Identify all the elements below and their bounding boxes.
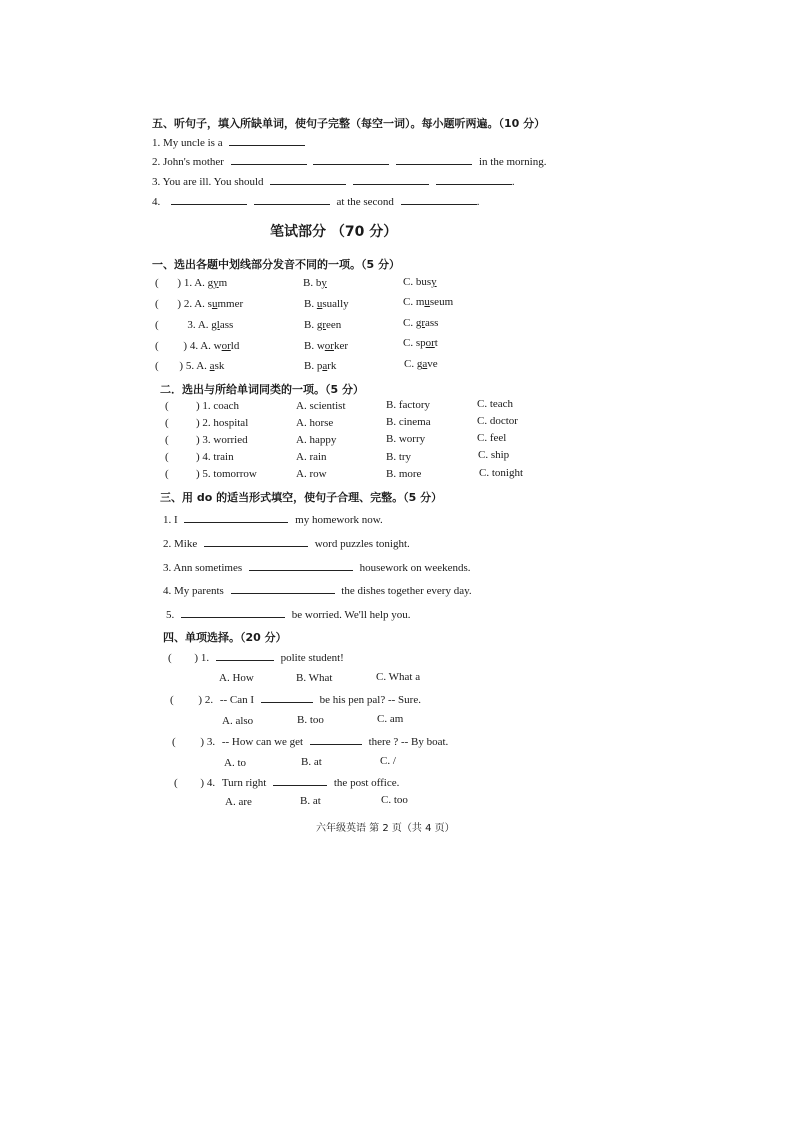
option-b: [304, 298, 349, 310]
question-number: 3. A.: [187, 319, 209, 331]
underlined-letters: u: [316, 298, 323, 310]
option-b: [304, 340, 348, 352]
option-a: g: [207, 277, 214, 289]
page-footer: 六年级英语 第 2 页（共 4 页）: [316, 823, 455, 834]
option-c-text: C. bus: [403, 276, 432, 288]
option-c: C. doctor: [477, 415, 518, 427]
option-a: w: [213, 340, 222, 352]
part3-row: [163, 584, 472, 597]
option-b-rest: rk: [327, 360, 337, 372]
part4-question: [172, 735, 448, 748]
part3-row: [163, 561, 471, 574]
answer-blank[interactable]: [310, 735, 362, 745]
option-c: C. too: [381, 794, 408, 806]
section5-q3-pre: 3. You are ill. You should: [152, 176, 264, 188]
written-part-title: 笔试部分 （70 分）: [270, 224, 398, 240]
option-c: [403, 337, 438, 349]
answer-blank[interactable]: [229, 136, 305, 146]
question-number: ) 5. A.: [179, 360, 207, 372]
option-b-rest: sually: [322, 298, 349, 310]
part1-row: [155, 277, 227, 289]
underlined-letters: gl: [211, 319, 220, 331]
option-b-text: B.: [304, 319, 317, 331]
part1-row: [155, 360, 224, 372]
option-b-rest: ker: [333, 340, 348, 352]
option-a: A. are: [225, 796, 252, 808]
question-number: ) 2.: [198, 694, 214, 706]
underlined-letters: u: [211, 298, 218, 310]
part3-row: [163, 537, 410, 550]
underlined-letters: gr: [415, 317, 426, 329]
option-b-text: B. w: [304, 340, 325, 352]
option-a: A. also: [222, 715, 254, 727]
option-c-text: C. sp: [403, 337, 426, 349]
option-b: [304, 360, 336, 372]
option-a: A. to: [224, 757, 246, 769]
question-word: ) 2. hospital: [196, 417, 249, 429]
option-b: [303, 277, 327, 289]
answer-paren[interactable]: (: [165, 468, 169, 480]
underlined-letters: y: [213, 277, 219, 289]
sentence-end: housework on weekends.: [359, 562, 471, 574]
option-a: A. happy: [296, 434, 337, 446]
section5-q1-text: 1. My uncle is a: [152, 137, 223, 149]
question-number: ) 4. A.: [183, 340, 211, 352]
option-a-rest: ld: [230, 340, 240, 352]
part4-question: [170, 693, 421, 706]
option-c: C. tonight: [479, 467, 524, 479]
answer-blank[interactable]: [216, 651, 274, 661]
answer-paren[interactable]: (: [170, 694, 174, 706]
option-b-text: B. b: [303, 277, 322, 289]
answer-blank[interactable]: [396, 155, 472, 165]
answer-paren[interactable]: (: [174, 777, 178, 789]
option-c: C. /: [380, 755, 396, 767]
option-b: B. What: [296, 672, 333, 684]
question-text: there ? -- By boat.: [368, 736, 449, 748]
question-word: ) 3. worried: [196, 434, 248, 446]
sentence-end: the dishes together every day.: [341, 585, 472, 597]
option-c-rest: ass: [425, 317, 439, 329]
underlined-letters: y: [321, 277, 327, 289]
option-c: C. am: [377, 713, 404, 725]
section5-q4-pre: 4.: [152, 196, 161, 208]
question-number: ) 1. A.: [177, 277, 205, 289]
option-c: C. teach: [477, 398, 514, 410]
answer-paren[interactable]: (: [165, 400, 169, 412]
option-c-rest: seum: [429, 296, 454, 308]
answer-paren[interactable]: (: [172, 736, 176, 748]
question-text: the post office.: [333, 777, 400, 789]
option-c: C. What a: [376, 671, 421, 683]
section5-q4-mid: at the second: [336, 196, 394, 208]
sentence-end: my homework now.: [295, 514, 383, 526]
option-a-rest: mmer: [217, 298, 244, 310]
option-a: A. How: [219, 672, 254, 684]
question-word: ) 4. train: [196, 451, 234, 463]
answer-paren[interactable]: (: [155, 360, 159, 372]
part4-question: [168, 651, 344, 664]
part3-row: [163, 513, 383, 526]
question-text-start: -- How can we get: [221, 736, 304, 748]
option-a: A. scientist: [296, 400, 346, 412]
answer-blank[interactable]: [181, 608, 285, 618]
question-number: ) 1.: [194, 652, 210, 664]
section5-q3: [152, 175, 515, 188]
answer-blank[interactable]: [231, 155, 307, 165]
question-word: ) 1. coach: [196, 400, 240, 412]
option-c-text: C. g: [404, 358, 423, 370]
answer-paren[interactable]: (: [168, 652, 172, 664]
section5-q2-pre: 2. John's mother: [152, 156, 224, 168]
answer-paren[interactable]: (: [165, 451, 169, 463]
part1-row: [155, 319, 233, 331]
option-c: [404, 358, 438, 370]
option-c-text: C.: [403, 317, 416, 329]
option-b: [304, 319, 341, 331]
option-c: C. ship: [478, 449, 510, 461]
underlined-letters: a: [209, 360, 215, 372]
answer-blank[interactable]: [401, 195, 477, 205]
underlined-letters: a: [422, 358, 428, 370]
sentence-start: 1. I: [163, 514, 178, 526]
sentence-end: be worried. We'll help you.: [291, 609, 411, 621]
section5-q3-post: .: [511, 176, 515, 188]
answer-blank[interactable]: [204, 537, 308, 547]
option-c: [403, 317, 438, 329]
question-text: polite student!: [280, 652, 344, 664]
sentence-end: word puzzles tonight.: [314, 538, 410, 550]
underlined-letters: y: [431, 276, 437, 288]
part4-question: [174, 776, 399, 789]
answer-paren[interactable]: (: [155, 319, 159, 331]
option-c: C. feel: [477, 432, 507, 444]
section5-q1: [152, 136, 305, 149]
question-word: ) 5. tomorrow: [196, 468, 257, 480]
answer-blank[interactable]: [254, 195, 330, 205]
question-number: ) 2. A.: [177, 298, 205, 310]
answer-blank[interactable]: [171, 195, 247, 205]
option-a-rest: m: [218, 277, 228, 289]
option-b: B. factory: [386, 399, 430, 411]
answer-paren[interactable]: (: [165, 417, 169, 429]
underlined-letters: or: [425, 337, 435, 349]
answer-blank[interactable]: [261, 693, 313, 703]
answer-paren[interactable]: (: [155, 340, 159, 352]
underlined-letters: a: [322, 360, 328, 372]
section5-q4: [152, 195, 479, 208]
sentence-start: 3. Ann sometimes: [163, 562, 243, 574]
part1-row: [155, 298, 243, 310]
option-a: A. row: [296, 468, 327, 480]
answer-paren[interactable]: (: [165, 434, 169, 446]
answer-paren[interactable]: (: [155, 277, 159, 289]
underlined-letters: u: [424, 296, 430, 308]
option-a: A. horse: [296, 417, 334, 429]
underlined-letters: or: [221, 340, 231, 352]
option-b: B. at: [301, 756, 322, 768]
question-text-start: Turn right: [221, 777, 267, 789]
question-text: be his pen pal? -- Sure.: [319, 694, 421, 706]
part1-row: [155, 340, 239, 352]
option-b: B. too: [297, 714, 324, 726]
option-a: A. rain: [296, 451, 327, 463]
option-c: [403, 276, 437, 288]
part1-title: 一、选出各题中划线部分发音不同的一项。（5 分）: [152, 258, 400, 271]
section5-q2: [152, 155, 546, 168]
question-number: ) 4.: [200, 777, 216, 789]
question-text-start: -- Can I: [219, 694, 255, 706]
option-b: B. worry: [386, 433, 426, 445]
option-c-rest: t: [434, 337, 438, 349]
question-number: ) 3.: [200, 736, 216, 748]
answer-blank[interactable]: [313, 155, 389, 165]
underlined-letters: gr: [316, 319, 327, 331]
sentence-start: 5.: [166, 609, 175, 621]
answer-blank[interactable]: [184, 513, 288, 523]
part2-title: 二．选出与所给单词同类的一项。（5 分）: [160, 383, 364, 396]
option-b: B. more: [386, 468, 422, 480]
underlined-letters: or: [324, 340, 334, 352]
option-c-text: C. m: [403, 296, 425, 308]
answer-blank[interactable]: [270, 175, 346, 185]
option-c-rest: ve: [427, 358, 438, 370]
option-b: B. cinema: [386, 416, 431, 428]
answer-blank[interactable]: [436, 175, 512, 185]
option-a: s: [207, 298, 212, 310]
option-b: B. at: [300, 795, 321, 807]
sentence-start: 2. Mike: [163, 538, 198, 550]
option-c: [403, 296, 453, 308]
sentence-start: 4. My parents: [163, 585, 224, 597]
option-b-rest: een: [326, 319, 342, 331]
answer-blank[interactable]: [249, 561, 353, 571]
part4-title: 四、单项选择。（20 分）: [163, 631, 287, 644]
answer-blank[interactable]: [231, 584, 335, 594]
option-a-rest: ass: [219, 319, 234, 331]
option-b-text: B. p: [304, 360, 323, 372]
option-b-text: B.: [304, 298, 317, 310]
answer-blank[interactable]: [353, 175, 429, 185]
answer-blank[interactable]: [273, 776, 327, 786]
answer-paren[interactable]: (: [155, 298, 159, 310]
part3-row: [166, 608, 411, 621]
section5-q2-post: in the morning.: [478, 156, 547, 168]
section5-q4-post: .: [476, 196, 480, 208]
part3-title: 三、用 do 的适当形式填空，使句子合理、完整。（5 分）: [160, 491, 443, 504]
option-a-rest: sk: [214, 360, 225, 372]
option-b: B. try: [386, 451, 412, 463]
section5-title: 五、听句子，填入所缺单词，使句子完整（每空一词）。每小题听两遍。（10 分）: [152, 117, 546, 130]
